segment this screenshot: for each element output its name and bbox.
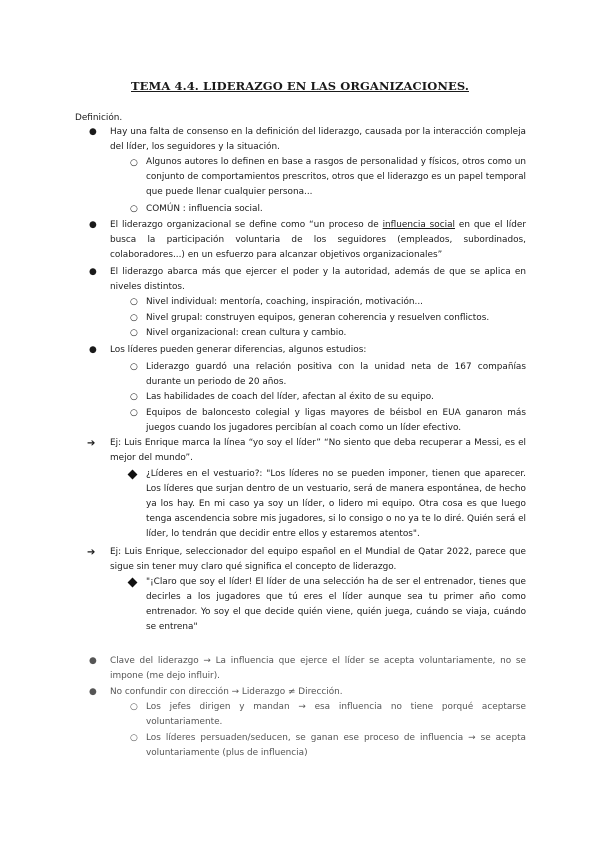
- sub-bullet-jefes: Los jefes dirigen y mandan → esa influencia no tiene porqué aceptarse voluntariamente.: [146, 702, 526, 727]
- circle-marker: ○: [130, 733, 138, 743]
- circle-marker: ○: [130, 392, 138, 402]
- bullet-consenso: Hay una falta de consenso en la definición del liderazgo, causada por la interacción compleja del líder, los seguidores y la situación.: [110, 127, 526, 152]
- sub-bullet-baloncesto: Equipos de baloncesto colegial y ligas mayores de béisbol en EUA ganaron más juegos cuando los jugadores percibían al coach como un líder efectivo.: [146, 408, 526, 433]
- circle-marker: ○: [130, 204, 138, 214]
- page-title: TEMA 4.4. LIDERAZGO EN LAS ORGANIZACIONES.: [131, 79, 469, 93]
- circle-marker: ○: [130, 702, 138, 712]
- sub-bullet-comun: COMÚN : influencia social.: [146, 204, 263, 214]
- circle-marker: ○: [130, 313, 138, 323]
- bullet-estudios: Los líderes pueden generar diferencias, algunos estudios:: [110, 345, 367, 355]
- bullet-marker: ●: [89, 127, 97, 137]
- circle-marker: ○: [130, 408, 138, 418]
- bullet-marker: ●: [89, 220, 97, 230]
- sub-bullet-lideres-persuaden: Los líderes persuaden/seducen, se ganan ese proceso de influencia → se acepta voluntariamente (plus de influencia): [146, 733, 526, 758]
- diamond-bullet-icon: [129, 575, 136, 592]
- definicion-text-end: en que el líder busca la participación voluntaria de los seguidores (empleados, subordinados, colaboradores...) en un esfuerzo para alcanzar objetivos organizacionales”: [110, 220, 526, 260]
- influencia-social-underlined: influencia social: [382, 220, 455, 230]
- circle-marker: ○: [130, 362, 138, 372]
- sub-bullet-individual: Nivel individual: mentoría, coaching, inspiración, motivación...: [146, 297, 423, 307]
- sub-bullet-autores: Algunos autores lo definen en base a rasgos de personalidad y físicos, otros como un conjunto de comportamientos prescritos, otros que el liderazgo es un papel temporal que puede llenar cualquier persona...: [146, 157, 526, 197]
- definicion-text-start: El liderazgo organizacional se define como “un proceso de: [110, 220, 383, 230]
- bullet-marker: ●: [89, 687, 97, 697]
- bullet-abarca: El liderazgo abarca más que ejercer el poder y la autoridad, además de que se aplica en niveles distintos.: [110, 267, 526, 292]
- section-heading: Definición.: [75, 113, 123, 123]
- quote-claro-soy-lider: "¡Claro que soy el líder! El líder de una selección ha de ser el entrenador, tienes que decirles a los jugadores que tú eres el líder aunque sea tu primer año como entrenador. Yo soy el que decide quién viene, quién juega, cuándo se viaja, cuándo se entrena": [146, 577, 526, 632]
- sub-bullet-coach: Las habilidades de coach del líder, afectan al éxito de su equipo.: [146, 392, 434, 402]
- sub-bullet-grupal: Nivel grupal: construyen equipos, generan coherencia y resuelven conflictos.: [146, 313, 490, 323]
- diamond-bullet-icon: [129, 467, 136, 484]
- arrow-item-seleccionador: Ej: Luis Enrique, seleccionador del equipo español en el Mundial de Qatar 2022, parece que sigue sin tener muy claro qué significa el concepto de liderazgo.: [110, 547, 526, 572]
- bullet-definicion: [110, 218, 526, 263]
- bullet-clave-liderazgo: Clave del liderazgo → La influencia que ejerce el líder se acepta voluntariamente, no se impone (me dejo influir).: [110, 656, 526, 681]
- bullet-marker: ●: [89, 656, 97, 666]
- circle-marker: ○: [130, 328, 138, 338]
- arrow-bullet-icon: ➔: [87, 547, 96, 558]
- sub-bullet-organizacional: Nivel organizacional: crean cultura y cambio.: [146, 328, 347, 338]
- arrow-item-luis-enrique-linea: Ej: Luis Enrique marca la línea “yo soy el líder” “No siento que deba recuperar a Messi, es el mejor del mundo”.: [110, 438, 526, 463]
- arrow-bullet-icon: ➔: [87, 438, 96, 449]
- bullet-no-confundir: No confundir con dirección → Liderazgo ≠ Dirección.: [110, 687, 343, 697]
- bullet-marker: ●: [89, 345, 97, 355]
- sub-bullet-167-companias: Liderazgo guardó una relación positiva con la unidad neta de 167 compañías durante un periodo de 20 años.: [146, 362, 526, 387]
- quote-lideres-vestuario: ¿Líderes en el vestuario?: "Los líderes no se pueden imponer, tienen que aparecer. Los líderes que surjan dentro de un vestuario, será de manera espontánea, de hecho ya los hay. En mi caso ya soy un líder, o lidero mi equipo. Otra cosa es que luego tenga ascendencia sobre mis jugadores, si lo consigo o no ya te lo diré. Quién será el líder, lo tendrán que decidir entre ellos y estaremos atentos".: [146, 469, 526, 539]
- circle-marker: ○: [130, 297, 138, 307]
- bullet-marker: ●: [89, 267, 97, 277]
- circle-marker: ○: [130, 158, 138, 168]
